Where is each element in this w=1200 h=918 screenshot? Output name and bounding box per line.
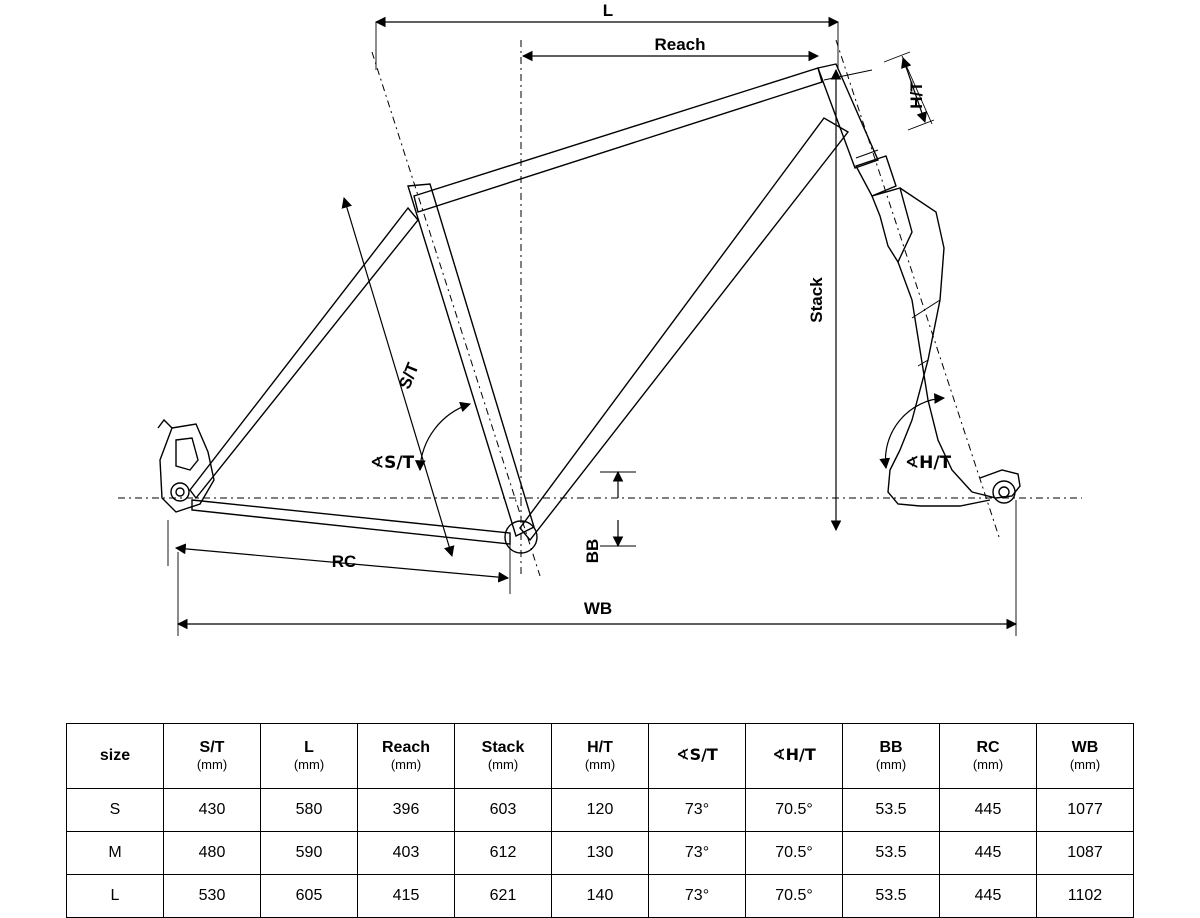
cell-st: 480 [164, 832, 261, 875]
cell-rc: 445 [940, 875, 1037, 918]
geometry-table-container [66, 723, 1134, 918]
col-st [164, 724, 261, 789]
frame-outline [158, 64, 1020, 553]
cell-l: 590 [261, 832, 358, 875]
cell-wb: 1102 [1037, 875, 1134, 918]
cell-bb: 53.5 [843, 875, 940, 918]
cell-l: 580 [261, 789, 358, 832]
label-wb: WB [583, 599, 613, 618]
table-header [67, 724, 1134, 789]
cell-stack: 603 [455, 789, 552, 832]
cell-bb: 53.5 [843, 832, 940, 875]
col-st-label: S/T [199, 739, 225, 757]
col-size-label: size [99, 746, 131, 764]
cell-ht: 140 [552, 875, 649, 918]
cell-bb: 53.5 [843, 789, 940, 832]
col-angle-st [649, 724, 746, 789]
label-stack: Stack [807, 277, 826, 323]
cell-angle-ht: 70.5° [746, 789, 843, 832]
col-rc [940, 724, 1037, 789]
cell-angle-st: 73° [649, 875, 746, 918]
col-ht [552, 724, 649, 789]
cell-stack: 612 [455, 832, 552, 875]
cell-l: 605 [261, 875, 358, 918]
col-stack-unit: (mm) [487, 756, 519, 772]
col-wb-unit: (mm) [1069, 756, 1101, 772]
cell-reach: 396 [358, 789, 455, 832]
col-angle-ht [746, 724, 843, 789]
cell-st: 430 [164, 789, 261, 832]
cell-angle-st: 73° [649, 789, 746, 832]
col-reach-label: Reach [381, 739, 431, 757]
cell-st: 530 [164, 875, 261, 918]
label-l: L [602, 1, 614, 20]
table-row [67, 875, 1134, 918]
cell-reach: 415 [358, 875, 455, 918]
col-bb-label: BB [879, 739, 903, 757]
cell-stack: 621 [455, 875, 552, 918]
col-ht-label: H/T [587, 739, 613, 757]
label-bb: BB [583, 538, 602, 564]
col-rc-unit: (mm) [972, 756, 1004, 772]
cell-size: L [67, 875, 164, 918]
col-wb-label: WB [1071, 739, 1099, 757]
col-stack [455, 724, 552, 789]
col-bb [843, 724, 940, 789]
col-ht-unit: (mm) [584, 756, 616, 772]
label-angle-ht: ∢H/T [904, 453, 952, 473]
label-ht: H/T [907, 81, 926, 109]
col-l-label: L [304, 739, 314, 757]
cell-wb: 1087 [1037, 832, 1134, 875]
cell-rc: 445 [940, 832, 1037, 875]
col-wb [1037, 724, 1134, 789]
col-angle-ht-label: ∢H/T [772, 745, 816, 765]
col-l [261, 724, 358, 789]
table-row [67, 832, 1134, 875]
cell-reach: 403 [358, 832, 455, 875]
label-st: S/T [395, 360, 423, 392]
label-angle-st: ∢S/T [369, 453, 415, 473]
col-reach [358, 724, 455, 789]
table-body [67, 789, 1134, 918]
cell-angle-st: 73° [649, 832, 746, 875]
cell-ht: 120 [552, 789, 649, 832]
cell-size: S [67, 789, 164, 832]
label-reach: Reach [654, 35, 706, 54]
cell-ht: 130 [552, 832, 649, 875]
col-size [67, 724, 164, 789]
col-bb-unit: (mm) [875, 756, 907, 772]
cell-angle-ht: 70.5° [746, 875, 843, 918]
col-l-unit: (mm) [293, 756, 325, 772]
label-rc: RC [331, 552, 357, 571]
cell-size: M [67, 832, 164, 875]
col-rc-label: RC [976, 739, 1000, 757]
cell-rc: 445 [940, 789, 1037, 832]
table-row [67, 789, 1134, 832]
col-st-unit: (mm) [196, 756, 228, 772]
table-header-row [67, 724, 1134, 789]
col-stack-label: Stack [481, 739, 525, 757]
col-reach-unit: (mm) [390, 756, 422, 772]
center-lines [118, 40, 1082, 576]
col-angle-st-label: ∢S/T [676, 745, 718, 765]
geometry-table [66, 723, 1134, 918]
cell-wb: 1077 [1037, 789, 1134, 832]
cell-angle-ht: 70.5° [746, 832, 843, 875]
